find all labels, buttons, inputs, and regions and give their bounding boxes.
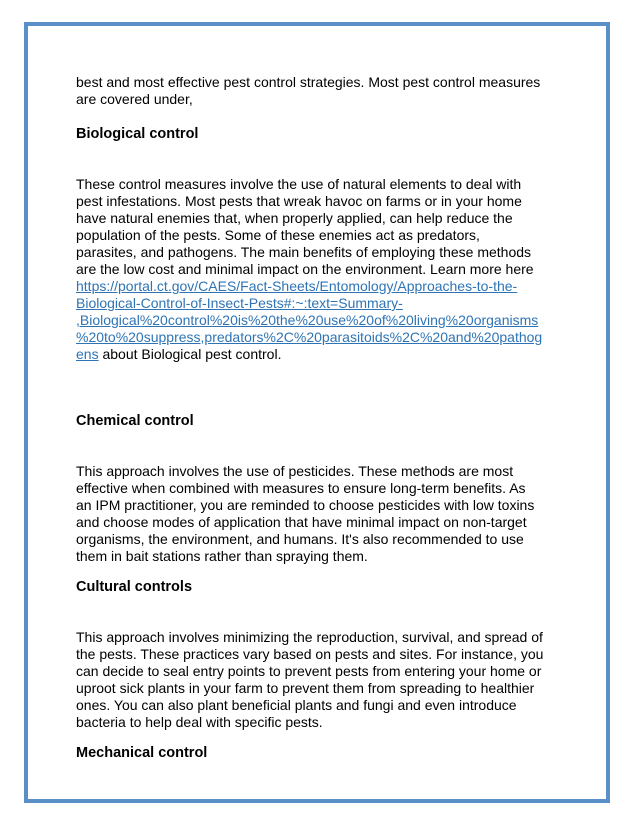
reference-link-line[interactable]	[76, 295, 566, 312]
para-line: can decide to seal entry points to prevent pests from entering your home or	[76, 663, 542, 679]
reference-link[interactable]: ,Biological%20control%20is%20the%20use%20of%20living%20organisms	[76, 312, 539, 328]
para-line: population of the pests. Some of these enemies act as predators,	[76, 227, 480, 243]
intro-paragraph	[76, 74, 566, 108]
para-line: are the low cost and minimal impact on the environment. Learn more here	[76, 261, 534, 277]
section-heading-cultural: Cultural controls	[76, 579, 193, 595]
reference-link-line[interactable]	[76, 329, 566, 346]
section-heading-biological: Biological control	[76, 126, 199, 142]
para-line: them in bait stations rather than spraying them.	[76, 548, 368, 564]
para-line: uproot sick plants in your farm to prevent them from spreading to healthier	[76, 680, 535, 696]
section-heading-mechanical: Mechanical control	[76, 745, 208, 761]
para-line: an IPM practitioner, you are reminded to choose pesticides with low toxins	[76, 497, 535, 513]
para-line: and choose modes of application that have minimal impact on non-target	[76, 514, 527, 530]
after-link-text: about Biological pest control.	[98, 346, 282, 362]
para-line: effective when combined with measures to ensure long-term benefits. As	[76, 480, 526, 496]
reference-link[interactable]: Biological-Control-of-Insect-Pests#:~:text=Summary-	[76, 295, 403, 311]
para-line: ones. You can also plant beneficial plants and fungi and even introduce	[76, 697, 517, 713]
reference-link[interactable]: ens	[76, 346, 99, 362]
reference-link-line[interactable]	[76, 278, 566, 295]
chemical-paragraph	[76, 463, 566, 565]
para-line: pest infestations. Most pests that wreak havoc on farms or in your home	[76, 193, 522, 209]
para-line: the pests. These practices vary based on pests and sites. For instance, you	[76, 646, 544, 662]
reference-link[interactable]: %20to%20suppress,predators%2C%20parasitoids%2C%20and%20pathog	[76, 329, 543, 345]
reference-link-line[interactable]	[76, 312, 566, 329]
document-body	[76, 74, 566, 762]
para-line: bacteria to help deal with specific pests.	[76, 714, 323, 730]
para-line: have natural enemies that, when properly applied, can help reduce the	[76, 210, 513, 226]
para-line: organisms, the environment, and humans. It's also recommended to use	[76, 531, 524, 547]
para-line: This approach involves minimizing the reproduction, survival, and spread of	[76, 629, 543, 645]
para-line: This approach involves the use of pesticides. These methods are most	[76, 463, 514, 479]
cultural-paragraph	[76, 629, 566, 731]
biological-paragraph	[76, 176, 566, 363]
section-heading-chemical: Chemical control	[76, 413, 194, 429]
reference-link-line[interactable]	[76, 346, 566, 363]
para-line: These control measures involve the use of natural elements to deal with	[76, 176, 522, 192]
para-line: parasites, and pathogens. The main benefits of employing these methods	[76, 244, 532, 260]
intro-line: best and most effective pest control strategies. Most pest control measures	[76, 74, 541, 90]
intro-line: are covered under,	[76, 91, 193, 107]
reference-link[interactable]: https://portal.ct.gov/CAES/Fact-Sheets/Entomology/Approaches-to-the-	[76, 278, 518, 294]
